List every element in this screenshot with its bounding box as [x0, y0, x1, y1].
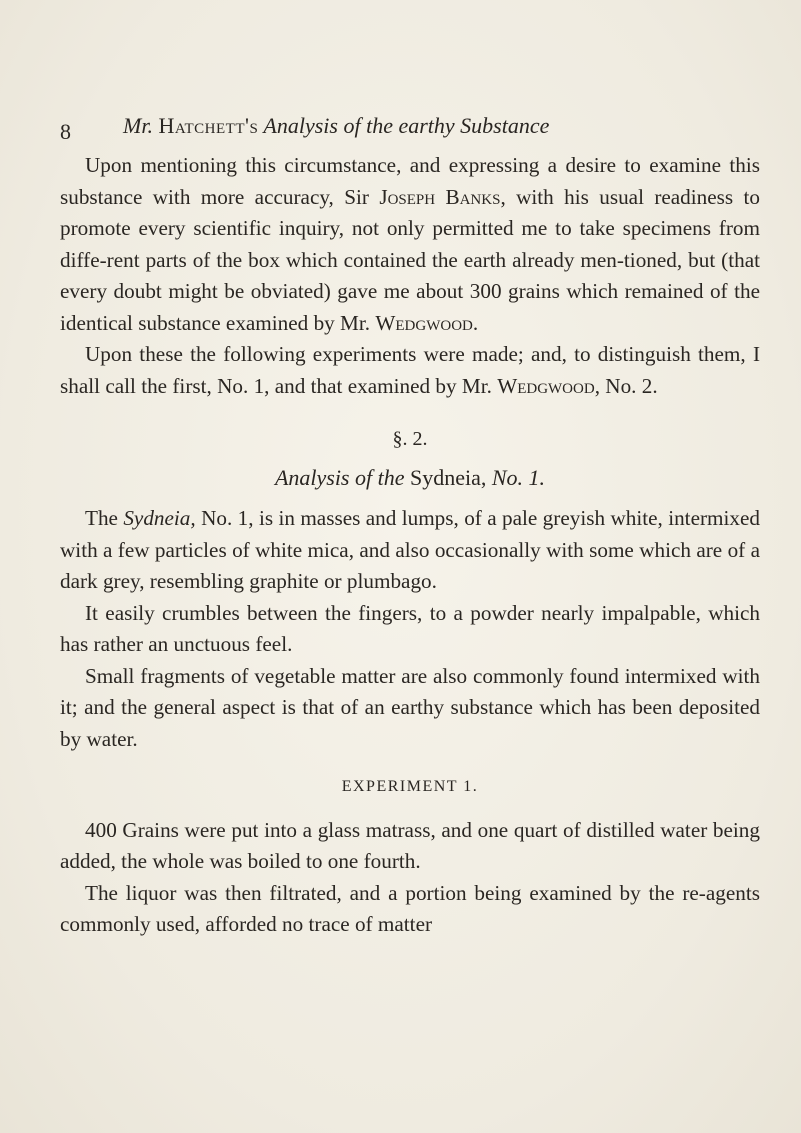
p1-text-b: , with his usual readiness to promote every scientific inquiry, not only permitted me to take specimens from diffe-rent parts of the box which contained the earth already men-tioned, but (that every doubt might be obviated) gave me about 300 grains which remained of the identical substance examined by Mr. — [60, 184, 761, 335]
section-title — [60, 462, 760, 494]
italic-term: Sydneia, — [123, 506, 196, 530]
p2-text-b: , No. 2. — [594, 373, 658, 398]
experiment-heading: EXPERIMENT 1. — [341, 778, 479, 795]
page-number: 8 — [60, 119, 71, 144]
person-name: Joseph Banks — [379, 184, 501, 209]
body-text — [60, 150, 760, 941]
section-title-b: Sydneia, — [409, 464, 487, 490]
paragraph-3 — [60, 503, 760, 598]
p3-text-b: No. 1, is in masses and lumps, of a pale greyish white, intermixed with a few particles of white mica, and also occasionally with some which are of a dark grey, resembling graphite or plumbago. — [60, 506, 760, 593]
p1-text-a: Upon mentioning this circumstance, and expressing a desire to examine this substance with more accuracy, Sir — [60, 153, 760, 209]
title-author: Hatchett's — [158, 113, 259, 138]
section-number: §. 2. — [392, 428, 428, 450]
section-title-c: No. 1. — [491, 464, 546, 490]
paragraph-7: The liquor was then filtrated, and a portion being examined by the re-agents commonly used, afforded no trace of matter — [60, 880, 760, 936]
p3-text-a: The — [85, 506, 124, 530]
paragraph-6: 400 Grains were put into a glass matrass, and one quart of distilled water being added, the whole was boiled to one fourth. — [60, 817, 760, 873]
title-prefix: Mr. — [123, 113, 153, 138]
person-name: Wedgwood — [375, 310, 473, 335]
paragraph-2 — [60, 339, 760, 402]
person-name: Wedgwood — [497, 373, 595, 398]
p2-text-a: Upon these the following experiments were made; and, to distinguish them, I shall call the first, No. 1, and that examined by Mr. — [60, 342, 760, 398]
running-title — [123, 113, 549, 139]
p1-text-c: . — [472, 310, 479, 335]
paragraph-5: Small fragments of vegetable matter are also commonly found intermixed with it; and the general aspect is that of an earthy substance which has been deposited by water. — [60, 663, 760, 751]
title-rest: Analysis of the earthy Substance — [263, 113, 550, 138]
running-header — [60, 113, 750, 147]
paragraph-1 — [60, 150, 760, 339]
section-title-a: Analysis of the — [274, 464, 405, 490]
paragraph-4: It easily crumbles between the fingers, to a powder nearly impalpable, which has rather an unctuous feel. — [60, 600, 760, 656]
